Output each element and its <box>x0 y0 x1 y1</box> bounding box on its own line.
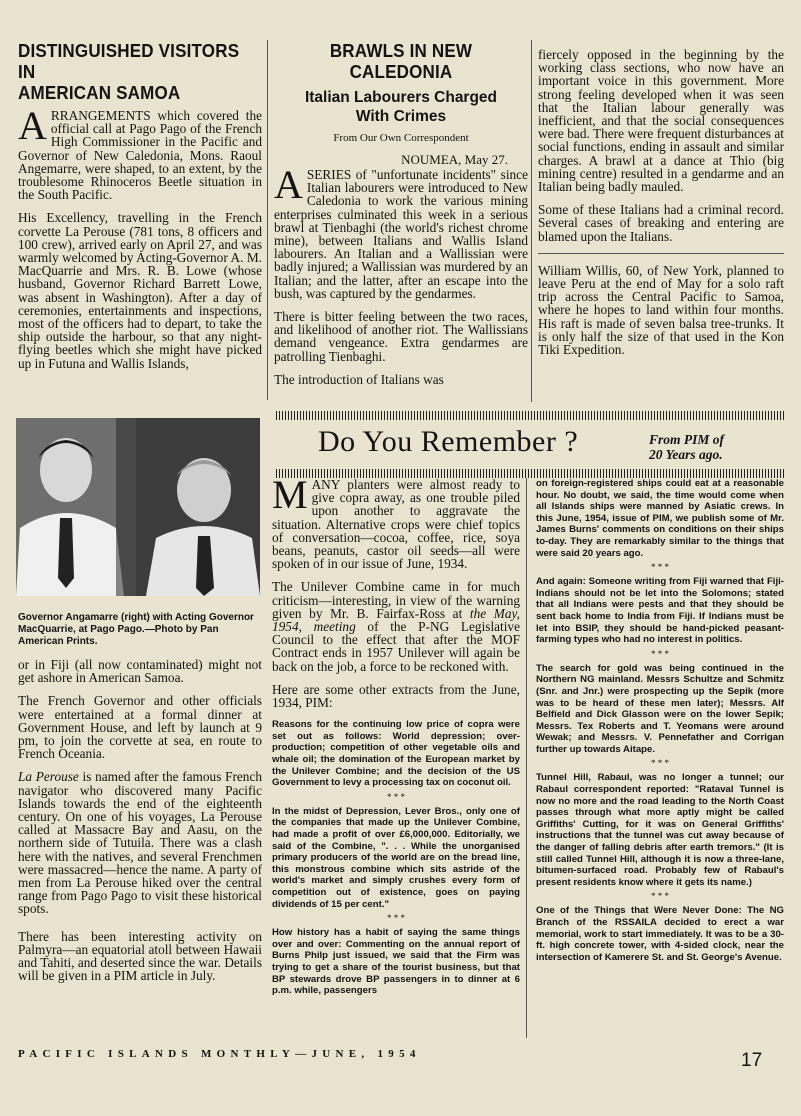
paragraph: ASERIES of "unfortunate incidents" since Italian labourers were introduced to New Caledonia to work the various mining enterprises culminated this week in a serious brawl at Tienbaghi (the world's richest chrome mine), between Italians and Wallis Island labourers. An Italian and a Wallissian were badly injured; a Wallissian was murdered by an Italian; and the latter, after an escape into the bush, was captured by the gendarmes. <box>274 162 528 301</box>
remember-column-right <box>536 478 784 1040</box>
byline: From Our Own Correspondent <box>333 132 469 144</box>
headline-line: DISTINGUISHED VISITORS <box>18 40 240 61</box>
column-divider <box>526 478 527 1038</box>
extract: How history has a habit of saying the same things over and over: Commenting on the annual report of Burns Philp just issued, we said that the Firm was trying to get a share of the tourist business, but that BP stewards drove BP passengers in to dinner at 6 p.m. while, passengers <box>272 927 520 997</box>
article-subheadline: Italian Labourers Charged With Crimes <box>304 89 498 125</box>
separator-stars: * * * <box>387 791 405 802</box>
news-item-willis: William Willis, 60, of New York, planned to leave Peru at the end of May for a solo raft trip across the Central Pacific to Samoa, where he hopes to land within four months. His raft is made of seven balsa tree-trunks. It is only half the size of that used in the Kon Tiki Expedition. <box>538 262 784 358</box>
separator-stars: * * * <box>387 913 405 924</box>
article-brawls-new-caledonia <box>274 40 528 406</box>
section-divider <box>538 253 784 254</box>
photo-governors <box>16 418 260 596</box>
extract: Tunnel Hill, Rabaul, was no longer a tunnel; our Rabaul correspondent reported: "Rataval Tunnel is now no more and the road leading to the North Coast passes through what more aptly might be called Griffiths' Cutting, for it was on General Griffiths' instructions that the tunnel was cut away because of the danger of falling debris after earth tremors." (It is still called Tunnel Hill, although it is now a three-lane, bitumen-surfaced road. Probably few of Rabaul's present residents know where it gets its name.) <box>536 772 784 888</box>
remember-source: From PIM of 20 Years ago. <box>649 432 725 462</box>
paragraph: There has been interesting activity on Palmyra—an equatorial atoll between Hawaii and Tahiti, and deserted since the war. Details will be given in a PIM article in July. <box>18 928 262 984</box>
paragraph: The introduction of Italians was <box>274 371 444 387</box>
separator-stars: * * * <box>651 758 669 769</box>
photo-caption: Governor Angamarre (right) with Acting Governor MacQuarrie, at Pago Pago.—Photo by Pan American Prints. <box>18 612 254 647</box>
drop-cap: A <box>274 162 303 207</box>
paragraph: Some of these Italians had a criminal record. Several cases of breaking and entering are blamed upon the Italians. <box>538 202 784 244</box>
paragraph: The French Governor and other officials were entertained at a formal dinner at Government House, and left by launch at 9 pm, to join the corvette at sea, en route to French Oceania. <box>18 693 262 762</box>
paragraph: His Excellency, travelling in the French corvette La Perouse (781 tons, 8 officers and 100 crew), arrived early on April 27, and was warmly welcomed by Acting-Governor A. M. MacQuarrie and Mrs. R. B. Lowe (whose husband, Governor Richard Barrett Lowe, was absent in Washington). After a day of ceremonies, entertainments and inspections, most of the officers had to depart, to take the ship outside the harbour, so that any night-flying beetles which she might have picked up in Futuna and Wallis Islands, <box>18 210 262 371</box>
page-footer: PACIFIC ISLANDS MONTHLY—JUNE, 1954 <box>18 1048 421 1060</box>
drop-cap: A <box>18 103 47 148</box>
remember-column-left <box>272 478 520 1040</box>
separator-stars: * * * <box>651 891 669 902</box>
paragraph: La Perouse is named after the famous French navigator who discovered many Pacific Islands towards the end of the eighteenth century. On one of his voyages, La Perouse called at Massacre Bay and Aasu, on the northern side of Tutuila. There was a clash here with the natives, and several Frenchmen were massacred—hence the name. A party of men from La Perouse hiked over the central range from Pago Pago to visit these historical spots. <box>18 769 262 917</box>
column-divider <box>531 40 532 402</box>
article-brawls-continued <box>538 48 784 406</box>
paragraph: There is bitter feeling between the two races, and likelihood of another riot. The Wallissians demand vengeance. Extra gendarmes are patrolling Tienbaghi. <box>274 309 528 364</box>
headline-line: AMERICAN SAMOA <box>18 82 181 103</box>
paragraph: MANY planters were almost ready to give copra away, as one trouble piled upon another to aggravate the situation. Alternative crops were chief topics of conversation—cocoa, coffee, rice, soya beans, peanuts, castor oil seeds—all were spoken of in our issue of June, 1934. <box>272 478 520 572</box>
separator-stars: * * * <box>651 648 669 659</box>
decorative-rule <box>276 469 784 478</box>
remember-title: Do You Remember ? <box>318 425 579 458</box>
paragraph: ARRANGEMENTS which covered the official call at Pago Pago of the French High Commissioner in the Pacific and Governor of New Caledonia, Mons. Raoul Angemarre, were shaped, to an extent, by the troublesome Rhinoceros Beetle situation in the South Pacific. <box>18 103 262 203</box>
photo-image <box>16 418 260 596</box>
headline-line: IN <box>18 61 36 82</box>
dateline: NOUMEA, May 27. <box>401 152 508 167</box>
article-distinguished-visitors-cont <box>18 604 262 1044</box>
extract: The search for gold was being continued in the Northern NG mainland. Messrs Schultze and Schmitz (Snr. and Jnr.) were prospecting up the Sepik (more was to be heard of these men later); Messrs. Alf Belfield and Dick Glasson were on the lower Sepik; Messrs. Tex Roberts and T. Yeomans were around Wewak; and Messrs. V. Pennefather and Corrigan further up towards Aitape. <box>536 662 784 755</box>
paragraph: The Unilever Combine came in for much criticism—interesting, in view of the warning given by Mr. B. Fairfax-Ross at the May, 1954, meeting of the P-NG Legislative Council to the effect that after the MOF Contract ends in 1957 Unilever will again be back on the job, a force to be reckoned with. <box>272 579 520 674</box>
decorative-rule <box>276 411 784 420</box>
extract: In the midst of Depression, Lever Bros., only one of the companies that made up the Unilever Combine, had made a profit of over £6,000,000. Editorially, we said of the Combine, ". . . While the unorganised primary producers of the world are on the bread line, this monstrous combine which sits astride of the world's market and simply crushes every form of competition out of existence, goes on paying dividends of 15 per cent." <box>272 805 520 910</box>
separator-stars: * * * <box>651 562 669 573</box>
paragraph: Here are some other extracts from the June, 1934, PIM: <box>272 681 520 711</box>
article-distinguished-visitors <box>18 40 262 410</box>
article-headline <box>18 40 242 103</box>
remember-banner <box>274 422 784 472</box>
extract: And again: Someone writing from Fiji warned that Fiji-Indians should not be let into the Solomons; stated that all Indians were pests and that they should be sent back home to India from Fiji. If Indians must be let into BSIP, they should be hand-picked peasant-farming types who had no interest in politics. <box>536 576 784 646</box>
column-divider <box>267 40 268 400</box>
drop-cap: M <box>272 478 308 517</box>
paragraph: fiercely opposed in the beginning by the working class sections, who now have an important voice in this government. More strong feeling developed when it was seen that the Italian labour generally was inefficient, and that the social consequences were bad. There were frequent disturbances at social functions, ending in assault and similar charges. A brawl at a dance at Thio (big mining centre) resulted in a gendarme and an Italian being badly mauled. <box>538 48 784 195</box>
extract: Reasons for the continuing low price of copra were set out as follows: World depression; over-production; competition of other vegetable oils and whale oil; the domination of the European market by the Unilever Combine; and the decision of the US Government to levy a processing tax on coconut oil. <box>272 719 520 789</box>
page-number: 17 <box>741 1050 763 1071</box>
extract: on foreign-registered ships could eat at a reasonable hour. No doubt, we said, the time would come when all Islands ships were manned by Asiatic crews. In this June, 1954, issue of PIM, we publish some of Mr. James Burns' comments on conditions on their ships to-day. They are remarkably similar to the things that were said 20 years ago. <box>536 478 784 559</box>
paragraph: or in Fiji (all now contaminated) might not get ashore in American Samoa. <box>18 657 262 686</box>
article-headline: BRAWLS IN NEW CALEDONIA <box>329 40 473 82</box>
extract: One of the Things that Were Never Done: The NG Branch of the RSSAILA decided to erect a war memorial, work to start immediately. It was to be a 30-ft. high concrete tower, with 4-sided clock, near the intersection of Kamerere St. and St. George's Avenue. <box>536 905 784 963</box>
